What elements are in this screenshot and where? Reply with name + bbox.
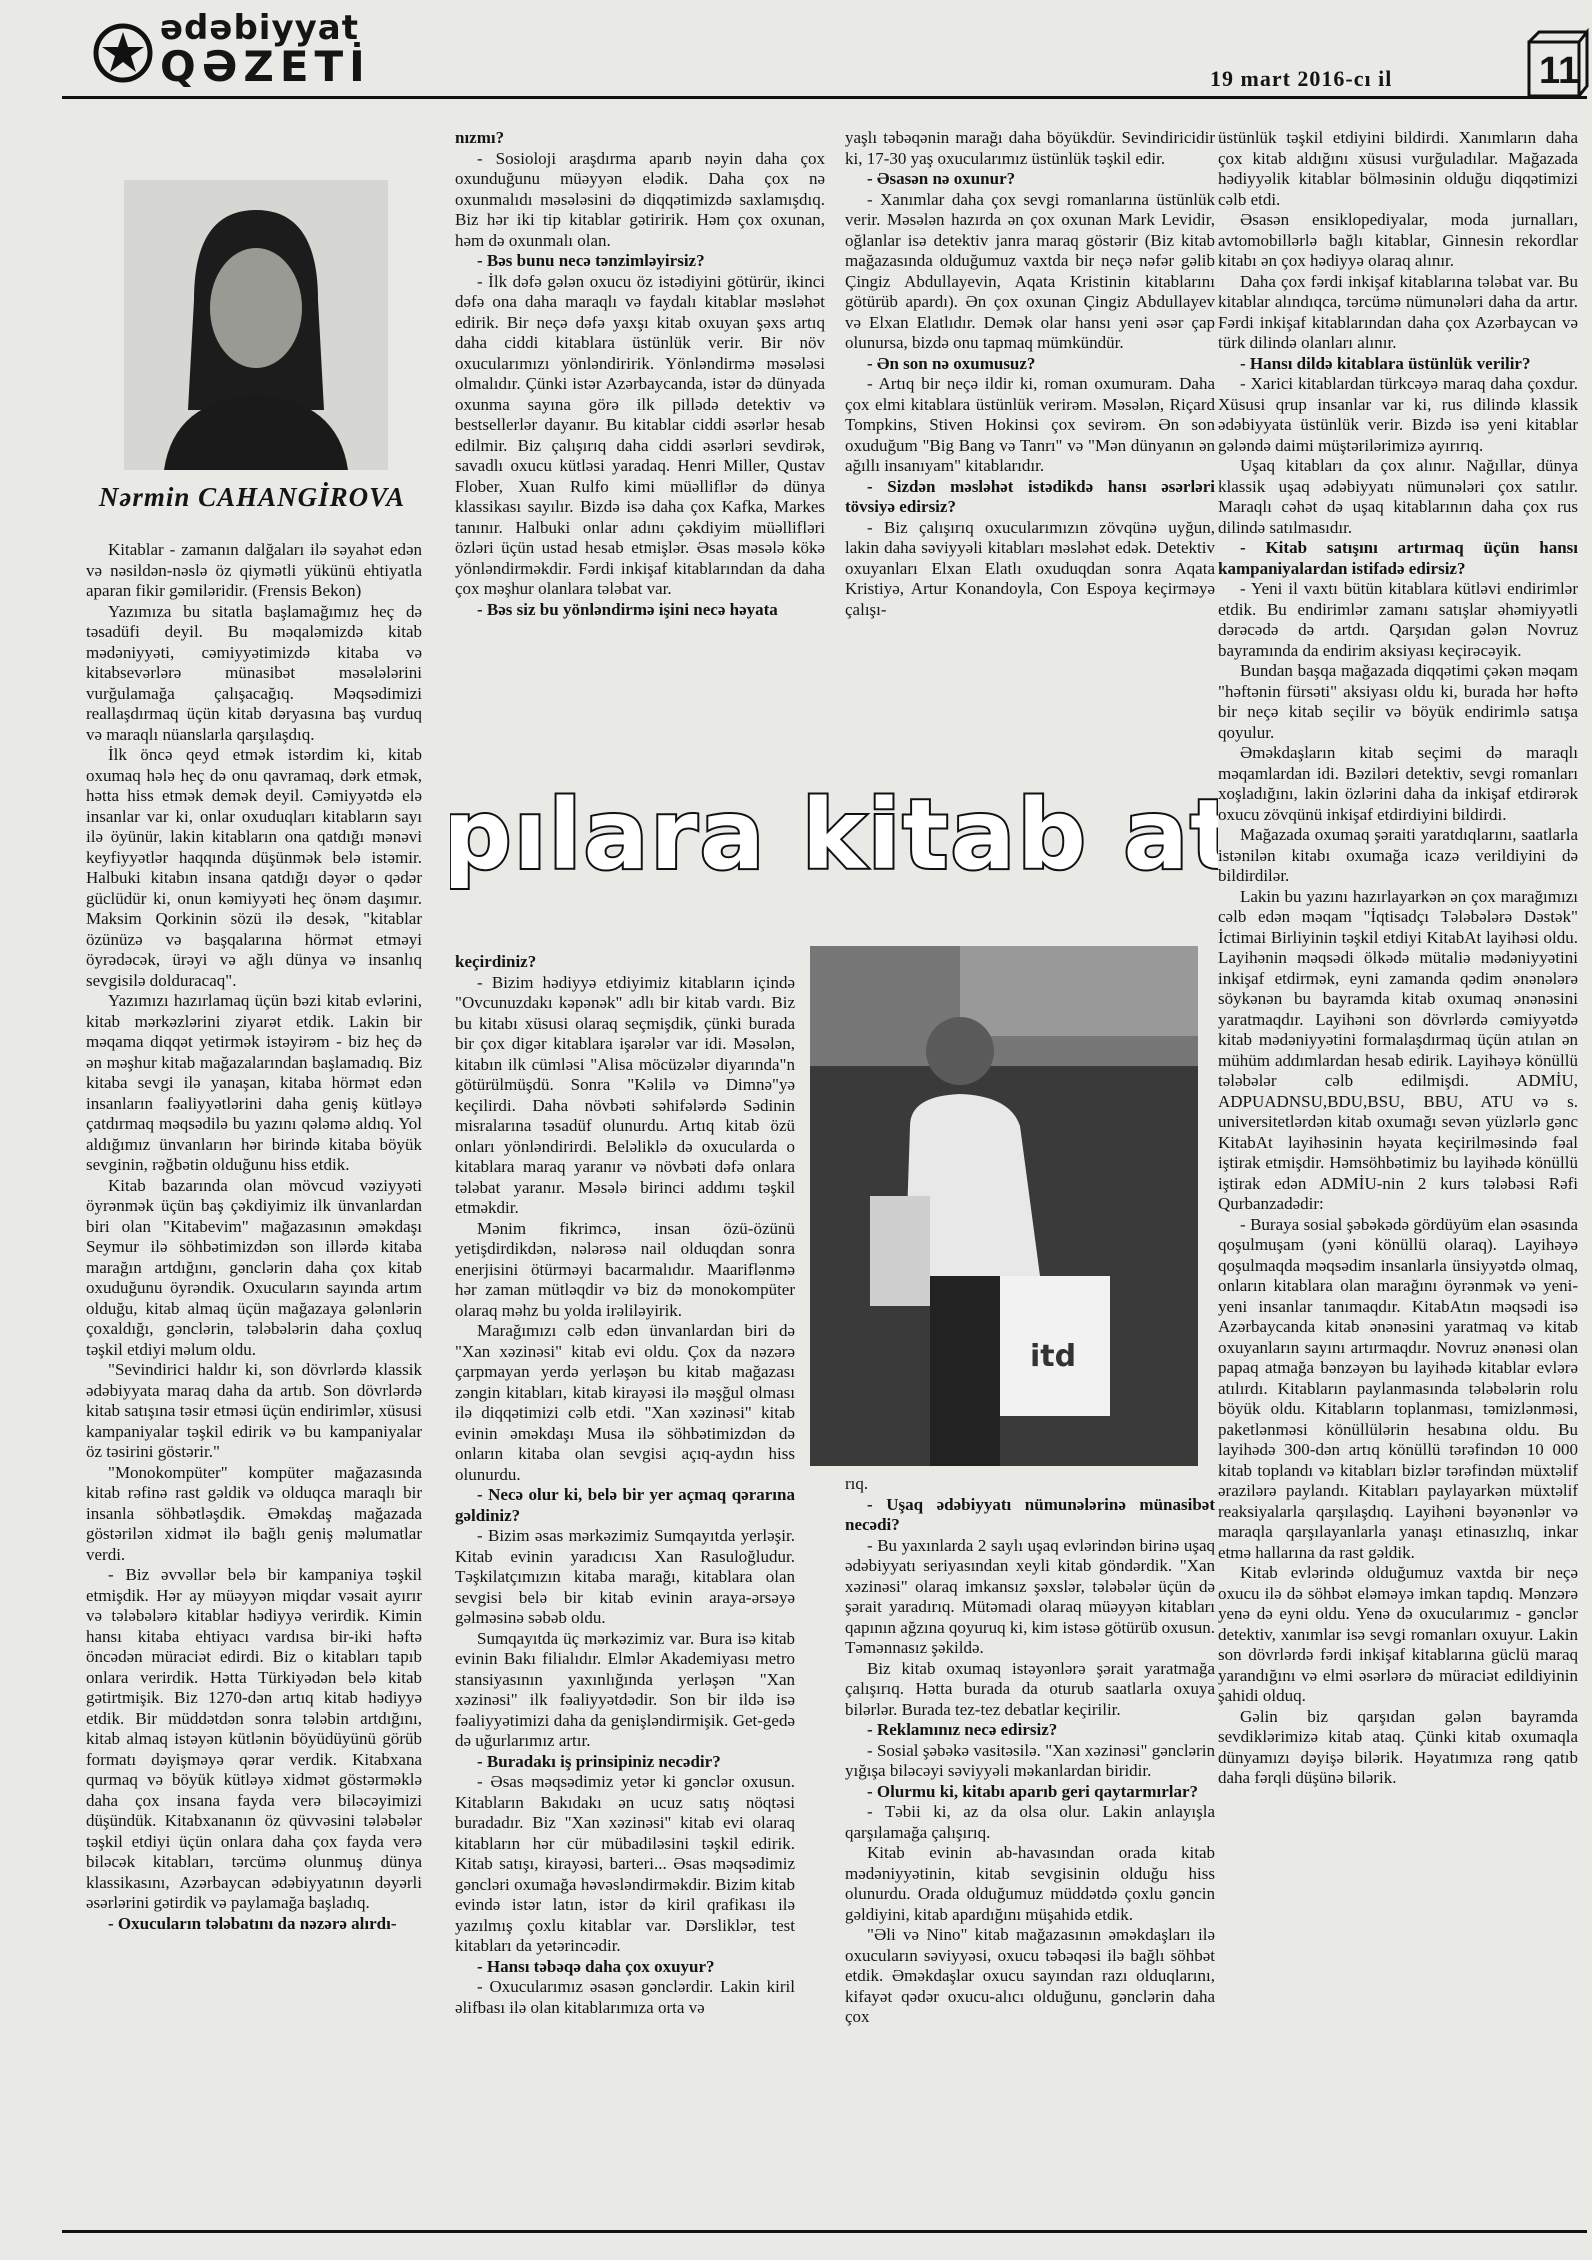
page-number-book xyxy=(1525,28,1589,98)
bottom-rule xyxy=(62,2230,1587,2233)
issue-date: 19 mart 2016-cı il xyxy=(1210,66,1393,91)
interview-question: keçirdiniz? xyxy=(455,952,537,971)
logo-top-word: ədəbiyyat xyxy=(160,8,359,48)
article-paragraph: - Xanımlar daha çox sevgi romanlarına üstünlük verir. Məsələn hazırda ən çox oxunan Mark Levidir, oğlanlar isə detektiv janra maraq göstərir (Biz kitab mağazasında olduğumuz vaxtda bir neçə nəfər gəlib Çingiz Abdullayevin, Aqata Kristinin kitablarını götürüb apardı). Ən çox oxunan Çingiz Abdullayev və Elxan Elatlıdır. Demək olar hansı yeni əsər çap olunursa, bizdə onu tapmaq mümkündür. xyxy=(845,189,1215,352)
interview-question: - Ən son nə oxumusuz? xyxy=(867,353,1036,373)
article-paragraph: - İlk dəfə gələn oxucu öz istədiyini götürür, ikinci dəfə ona daha maraqlı və faydalı kitablar məsləhət edirik. Bir neçə dəfə yaxşı kitab oxuyan şəxs artıq daha ciddi kitablara üstünlük verir. Bir növ oxucularımızı yönləndiririk. Yönləndirmə məsələsi olmalıdır. Çünki istər Azərbaycanda, istər də dünyada oxunma sayına görə ilk pillədə detektiv və bestsellerlər dayanır. Bu kitablar ciddi əsərlər hesab edilmir. Biz çalışırıq daha ciddi əsərləri sevdirək, savadlı oxucu kütləsi yaradaq. Henri Miller, Qustav Flober, Xuan Rulfo kimi müəlliflər də dünya klassikası sayılır. Bizdə isə daha çox Kafka, Markes tanınır. Halbuki onlar adını çəkdiyim müəllifləri özləri üçün ustad hesab etmişlər. Əsas məsələ kökə yönləndirməkdir. Fərdi inkişaf kitablarından da daha çox məşhur olanlara tələbat var. xyxy=(455,271,825,598)
article-paragraph: - Bizim hədiyyə etdiyimiz kitabların içində "Ovcunuzdakı kəpənək" adlı bir kitab vardı. Biz bu kitabı xüsusi olaraq seçmişdik, çünki burada bir çox digər kitablara işarələr var idi. Məsələn, kitabın ilk cümləsi "Alisa möcüzələr diyarında"n götürülmüşdü. Sonra "Kəlilə və Dimnə"yə keçilirdi. Daha növbəti səhifələrdə Sədinin misralarına təsadüf olunurdu. Artıq kitab özü onları yönləndirirdi. Beləliklə də oxucularda o kitablara maraq yaranır və növbəti dəfə onlara tələbat yaranır. Məsələ birinci addımı təşkil etməkdir. xyxy=(455,972,795,1217)
page-number: 11 xyxy=(1539,50,1580,92)
masthead-logo xyxy=(90,8,420,91)
article-paragraph: Marağımızı cəlb edən ünvanlardan biri də "Xan xəzinəsi" kitab evi oldu. Çox da nəzərə çarpmayan yerdə yerləşən bu kitab mağazası zəngin kitabları, kitab kirayəsi ilə məşğul olması ilə diqqətimizi cəlb etdi. "Xan xəzinəsi" kitab evinin əməkdaşı Musa ilə söhbətimizdən də onların kitaba olan sevgisi açıq-aydın hiss olunurdu. xyxy=(455,1321,795,1484)
article-paragraph: yaşlı təbəqənin marağı daha böyükdür. Sevindiricidir ki, 17-30 yaş oxucularımız üstünlük təşkil edir. xyxy=(845,128,1215,168)
article-paragraph: Uşaq kitabları da çox alınır. Nağıllar, dünya klassik uşaq ədəbiyyatı nümunələri çox satılır. Maraqlı cəhət də uşaq kitablarının daha çox rus dilində satılmasıdır. xyxy=(1218,456,1578,537)
interview-question: - Əsasən nə oxunur? xyxy=(867,169,1016,188)
article-paragraph: - Xarici kitablardan türkcəyə maraq daha çoxdur. Xüsusi qrup insanlar var ki, rus dilində klassik ədəbiyyata üstünlük verir. Bizdə isə yeni kitablar gələndə daimi müştərilərimizə ayırırıq. xyxy=(1218,374,1578,455)
article-paragraph: Əsasən ensiklopediyalar, moda jurnalları, avtomobillərlə bağlı kitablar, Ginnesin rekordlar kitabı ən çox hədiyyə olaraq alınır. xyxy=(1218,210,1578,270)
author-portrait-icon xyxy=(124,180,388,470)
top-rule xyxy=(62,96,1587,99)
article-paragraph: - Bu yaxınlarda 2 saylı uşaq evlərindən birinə uşaq ədəbiyyatı seriyasından xeyli kitab göndərdik. "Xan xəzinəsi" olaraq imkansız şəxslər, tələbələr üçün də şərait yaradırıq. Mütəmadi olaraq müəyyən kitabları qapının ağzına qoyuruq ki, kim istəsə götürüb oxusun. Təmənnasız şəkildə. xyxy=(845,1535,1215,1657)
article-paragraph: - Təbii ki, az da olsa olur. Lakin anlayışla qarşılamağa çalışırıq. xyxy=(845,1802,1215,1842)
headline xyxy=(450,768,1218,896)
article-paragraph: İlk öncə qeyd etmək istərdim ki, kitab oxumaq hələ heç də onu qavramaq, dərk etmək, hətta hiss etmək demək deyil. Cəmiyyətdə elə insanlar var ki, onlar oxuduqları kitabların sayı ilə öyünür, lakin kitabların ona qatdığı mənəvi keyfiyyətlər haqqında düşünmək belə istəmir. Halbuki kitabın insana qatdığı dəyər o qədər güclüdür ki, onun kəmiyyəti heç önəm daşımır. Maksim Qorkinin sözü ilə desək, "kitablar özünüzə və başqalarına hörmət etməyi öyrədəcək, ürəyi və ağlı dünya və insanlıq sevgisilə dolduracaq". xyxy=(86,745,422,990)
article-paragraph: - Artıq bir neçə ildir ki, roman oxumuram. Daha çox elmi kitablara üstünlük verirəm. Məsələn, Riçard Tompkins, Stiven Hokinsi çox sevirəm. Ən son oxuduğum "Big Bang və Tanrı" və "Mən dünyanın ən ağıllı insanıyam" kitablarıdır. xyxy=(845,374,1215,475)
interview-question: - Kitab satışını artırmaq üçün hansı kampaniyalardan istifadə edirsiz? xyxy=(1218,538,1578,578)
headline-text: pılara kitab at xyxy=(450,779,1218,891)
article-paragraph: Lakin bu yazını hazırlayarkən ən çox marağımızı cəlb edən məqam "İqtisadçı Tələbələrə Dəstək" İctimai Birliyinin təşkil etdiyi KitabAt layihəsi oldu. Layihənin məqsədi ölkədə mütaliə mədəniyyətini inkişaf etdirmək, eyni zamanda qədim ənənələrə söykənən bu bayramda kitab oxumaq ənənəsini yaratmaqdır. Layihəni son dövrlərdə cəmiyyətdə kitab mədəniyyətini formalaşdırmaq üçün atılan ən mühüm addımlardan hesab edirik. Layihəyə könüllü tələbələr cəlb edilmişdi. ADMİU, ADPUADNSU,BDU,BSU, BBU, ATU və s. universitetlərdən kitab oxumağı sevən yüzlərlə gənc KitabAt layihəsinin həyata keçirilməsində fəal iştirak etmişdir. Həmsöhbətimiz bu layihədə könüllü iştirak edən ADMİU-nin 2 kurs tələbəsi Rəfi Qurbanzadədir: xyxy=(1218,886,1578,1213)
article-paragraph: Gəlin biz qarşıdan gələn bayramda sevdiklərimizə kitab ataq. Çünki kitab oxumaqla dünyamızı dəyişə bilərik. Həyatımıza rəng qatıb daha fərqli düşünə bilərik. xyxy=(1218,1706,1578,1787)
article-paragraph: Yazımıza bu sitatla başlamağımız heç də təsadüfi deyil. Bu məqaləmizdə kitab mədəniyyəti, cəmiyyətimizdə kitaba və kitabsevərlərə münasibət məsələlərini vurğulamağa çalışacağıq. Məqsədimizi reallaşdırmaq üçün kitab dəryasına baş vurduq və maraqlı nüanslarla qarşılaşdıq. xyxy=(86,601,422,744)
article-paragraph: - Oxucularımız əsasən gənclərdir. Lakin kiril əlifbası ilə olan kitablarımıza orta və xyxy=(455,1977,795,2017)
article-paragraph: Kitab evlərində olduğumuz vaxtda bir neçə oxucu ilə də söhbət eləməyə imkan tapdıq. Mənzərə yenə də eyni oldu. Yenə də oxucularımız - gənclər detektiv, xanımlar isə sevgi romanları oxuyur. Lakin son dövrlərdə fərdi inkişaf kitablarına güclü maraq yarandığını və elmi əsərlərə də müraciət edildiyinin şahidi olduq. xyxy=(1218,1563,1578,1705)
interview-question: - Buradakı iş prinsipiniz necədir? xyxy=(477,1751,721,1771)
article-paragraph: "Əli və Nino" kitab mağazasının əməkdaşları ilə oxucuların səviyyəsi, oxucu təbəqəsi ilə bağlı söhbət etdik. Əməkdaşlar oxucu sayından razı olduqlarını, kifayət qədər oxucu-alıcı olduğunu, gənclərin daha çox xyxy=(845,1925,1215,2026)
masthead xyxy=(60,0,1592,100)
star-emblem-icon xyxy=(92,22,154,84)
article-column-2 xyxy=(455,128,825,620)
article-paragraph: üstünlük təşkil etdiyini bildirdi. Xanımların daha çox kitab aldığını xüsusi vurğuladılar. Mağazada hədiyyəlik kitablar bölməsinin olduğu diqqətimizi cəlb etdi. xyxy=(1218,128,1578,209)
article-paragraph: Əməkdaşların kitab seçimi də maraqlı məqamlardan idi. Bəziləri detektiv, sevgi romanları xoşladığını, lakin özlərini daha da inkişaf etdirərək oxucu zövqünü inkişaf etdirdiyini bildirdi. xyxy=(1218,743,1578,824)
article-column-1 xyxy=(86,540,422,1934)
article-paragraph: Kitab evinin ab-havasından orada kitab mədəniyyətinin, kitab sevgisinin olduğu hiss olunurdu. Orada olduğumuz müddətdə çoxlu gəncin gəldiyini, kitab apardığını müşahidə etdik. xyxy=(845,1843,1215,1924)
article-paragraph: - Sosial şəbəkə vasitəsilə. "Xan xəzinəsi" gənclərin yığışa biləcəyi səviyyəli məkanlardan biridir. xyxy=(845,1740,1215,1780)
interview-question: - Reklamınız necə edirsiz? xyxy=(867,1720,1058,1739)
article-paragraph: Bundan başqa mağazada diqqətimi çəkən məqam "həftənin fürsəti" aksiyası oldu ki, burada hər həftə bir neçə kitab seçilir və böyük endirimlə satışa qoyulur. xyxy=(1218,661,1578,742)
article-paragraph: - Buraya sosial şəbəkədə gördüyüm elan əsasında qoşulmuşam (yəni könüllü olaraq). Layihəyə qoşulmaqda məqsədim insanlarla ünsiyyətdə olmaq, onların kitablara olan marağını öyrənmək və yeni-yeni insanlar tanımaqdır. KitabAtın məqsədi isə Azərbaycanda kitab ənənəsini yaratmaq və kitab oxuyanların sayını artırmaqdır. Novruz ənənəsi olan papaq atmağa bənzəyən bu layihədə kitablar evlərə atılırdı. Kitabların paylanmasında tələbələrin rolu böyük oldu. Kitabların toplanması, təmizlənməsi, paketlənməsi könüllülərin hesabına oldu. Bu layihədə 300-dən artıq könüllü tərəfindən 10 000 kitab toplandı və kitabları bizlər tərəfindən müxtəlif ərazilərə paylandı. Kitabları paylayarkən müxtəlif reaksiyalarla qarşılaşdıq. Layihəni bəyənənlər və maraqla qarşılayanlarla yanaşı etinasızlıq, inkar etmə hallarına da rast gəldik. xyxy=(1218,1214,1578,1562)
article-paragraph: rıq. xyxy=(845,1474,869,1493)
logo-bottom-word: QƏZETİ xyxy=(160,42,371,91)
article-paragraph: - Biz əvvəllər belə bir kampaniya təşkil etmişdik. Hər ay müəyyən miqdar vəsait ayırır və tələbələrə kitablar hədiyyə verirdik. Kimin hansı kitaba ehtiyacı vardısa bir-iki həftə öncədən müraciət edirdi. Biz o kitabları tapıb onlara verirdik. Hətta Türkiyədən belə kitab gətirtmişik. Biz 1270-dən artıq kitab hədiyyə etdik. Bir müddətdən sonra tələbin artdığını, kitab almaq istəyən kütlənin böyüdüyünü görüb formatı dəyişməyə qərar verdik. Kitabxana qurmaq və böyük kütləyə xidmət göstərməklə daha çox insana fayda verə biləcəyimizi düşündük. Kitabxananın öz qüvvəsini tələbələr təşkil etdiyi üçün onlara daha çox fayda verə biləcək kitabları, tərcümə olunmuş dünya klassikasını, Azərbaycan ədəbiyyatının dəyərli əsərlərini gətirdik və paylamağa başladıq. xyxy=(86,1565,422,1912)
interview-question: - Bəs siz bu yönləndirmə işini necə həyata xyxy=(477,599,778,619)
interview-question: - Olurmu ki, kitabı aparıb geri qaytarmırlar? xyxy=(867,1781,1199,1801)
interview-question: - Hansı dildə kitablara üstünlük verilir? xyxy=(1240,353,1531,373)
author-name: Nərmin CAHANGİROVA xyxy=(98,482,406,512)
article-paragraph: Kitablar - zamanın dalğaları ilə səyahət edən və nəsildən-nəslə öz qiymətli yükünü ehtiyatla aparan fikir gəmiləridir. (Frensis Bekon) xyxy=(86,540,422,600)
article-paragraph: - Biz çalışırıq oxucularımızın zövqünə uyğun, lakin daha səviyyəli kitabları məsləhət edək. Detektiv oxuyanları Elxan Elatlı oxuduqdan sonra Aqata Kristiyə, Artur Konandoyla, Con Espoya keçirməyə çalışı- xyxy=(845,517,1215,619)
interview-question: - Hansı təbəqə daha çox oxuyur? xyxy=(477,1956,715,1976)
article-paragraph: - Bizim əsas mərkəzimiz Sumqayıtda yerləşir. Kitab evinin yaradıcısı Xan Rasuloğludur. Təşkilatçımızın kitaba marağı, kitablara olan sevgisi belə bir kitab evinin araya-ərsəyə gəlməsinə səbəb oldu. xyxy=(455,1526,795,1627)
article-column-2-lower xyxy=(455,952,795,2018)
interview-question: nızmı? xyxy=(455,128,505,147)
interview-question: - Sizdən məsləhət istədikdə hansı əsərləri tövsiyə edirsiz? xyxy=(845,476,1215,516)
article-paragraph: "Sevindirici haldır ki, son dövrlərdə klassik ədəbiyyata maraq daha da artıb. Son dövrlərdə kitab satışına təsir etməsi üçün endirimlər, xüsusi kampaniyalar təşkil edirik və bu kampaniyalar öz təsirini göstərir." xyxy=(86,1360,422,1461)
article-paragraph: "Monokompüter" kompüter mağazasında kitab rəfinə rast gəldik və olduqca maraqlı bir insanla söhbətləşdik. Əməkdaş mağazada göstərilən xidmət ilə bağlı geniş məlumatlar verdi. xyxy=(86,1462,422,1564)
article-column-3 xyxy=(845,128,1215,620)
article-paragraph: - Əsas məqsədimiz yetər ki gənclər oxusun. Kitabların Bakıdakı ən ucuz satış nöqtəsi buradadır. Biz "Xan xəzinəsi" kitab evi olaraq kitabların hər cür mübadiləsini təşkil edirik. Kitab satışı, kirayəsi, barteri... Əsas məqsədimiz gəncləri oxumağa həvəsləndirməkdir. Bizim kitab evində istər latın, istər də kiril qrafikası ilə yazılmış çoxlu kitablar var. Dərsliklər, test kitabları da yetərincədir. xyxy=(455,1772,795,1955)
article-paragraph: Yazımızı hazırlamaq üçün bəzi kitab evlərini, kitab mərkəzlərini ziyarət etdik. Lakin bir məqama diqqət yetirmək istəyirəm - biz heç də ən məşhur kitab mağazalarından başlamadıq. Biz kitaba sevgi ilə yanaşan, kitaba hörmət edən insanların fəaliyyətlərini daha geniş kütləyə çatdırmaq məqsədilə bu yazını qələmə aldıq. Yol aldığımız ünvanların hər birində kitaba böyük sevginin, rəğbətin olduğunu hiss etdik. xyxy=(86,991,422,1174)
article-paragraph: Mağazada oxumaq şəraiti yaratdıqlarını, saatlarla istənilən kitabı oxumağa icazə verildiyini də bildirdilər. xyxy=(1218,825,1578,885)
article-paragraph: Biz kitab oxumaq istəyənlərə şərait yaratmağa çalışırıq. Hətta burada da oturub saatlarla oxuya bilərlər. Burada tez-tez debatlar keçirilir. xyxy=(845,1658,1215,1719)
article-paragraph: Sumqayıtda üç mərkəzimiz var. Bura isə kitab evinin Bakı filialıdır. Elmlər Akademiyası metro stansiyasının yaxınlığında yerləşən "Xan xəzinəsi" ilk fəaliyyətdədir. Son bir ildə isə fəaliyyətimizi daha da genişləndirmişik. Get-gedə də uğurlarımız artır. xyxy=(455,1628,795,1750)
author-photo xyxy=(124,180,388,470)
article-paragraph: Daha çox fərdi inkişaf kitablarına tələbat var. Bu kitablar alındıqca, tərcümə nümunələri daha da artır. Fərdi inkişaf kitablarından daha çox Azərbaycan və türk dilində olanları alınır. xyxy=(1218,271,1578,352)
article-paragraph: - Yeni il vaxtı bütün kitablara kütləvi endirimlər etdik. Bu endirimlər zamanı satışlar əhəmiyyətli dərəcədə də artdı. Qarşıdan gələn Novruz bayramında da endirim aksiyası keçirəcəyik. xyxy=(1218,579,1578,660)
interview-question: - Uşaq ədəbiyyatı nümunələrinə münasibət necədi? xyxy=(845,1494,1215,1534)
article-column-3-lower xyxy=(845,1474,1215,2028)
interview-question: - Oxucuların tələbatını da nəzərə alırdı- xyxy=(108,1913,397,1933)
article-paragraph: Mənim fikrimcə, insan özü-özünü yetişdirdikdən, nələrəsə nail olduqdan sonra enerjisini ötürməyi bacarmalıdır. Maariflənmə hər zaman mütləqdir və biz də monokompüter olaraq məhz bu yolda irəliləyirik. xyxy=(455,1218,795,1320)
article-paragraph: - Sosioloji araşdırma aparıb nəyin daha çox oxunduğunu müəyyən elədik. Daha çox nə oxunmalıdı məsələsini də diqqətimizdə saxlamışdıq. Biz hər iki tip kitablar gətiririk. Həm çox oxunan, həm də oxunmalı olan. xyxy=(455,148,825,250)
photo-young-man-with-bags xyxy=(810,946,1198,1466)
interview-question: - Necə olur ki, belə bir yer açmaq qərarına gəldiniz? xyxy=(455,1485,795,1525)
article-column-4 xyxy=(1218,128,1578,1789)
article-paragraph: Kitab bazarında olan mövcud vəziyyəti öyrənmək üçün baş çəkdiyimiz ilk ünvanlardan biri olan "Kitabevim" mağazasının əməkdaşı Seymur ilə söhbətimizdən son illərdə kitaba marağın artdığını, gənclərin daha çox kitab oxuduğunu öyrəndik. Oxucuların sayında artım olduğu, kitab almaq üçün mağazaya gələnlərin çoxaldığı, gənclərin, tələbələrin daha çoxluq təşkil etdiyi məlum oldu. xyxy=(86,1175,422,1359)
bag-logo-text: itd xyxy=(1030,1339,1077,1374)
interview-question: - Bəs bunu necə tənzimləyirsiz? xyxy=(477,251,705,270)
